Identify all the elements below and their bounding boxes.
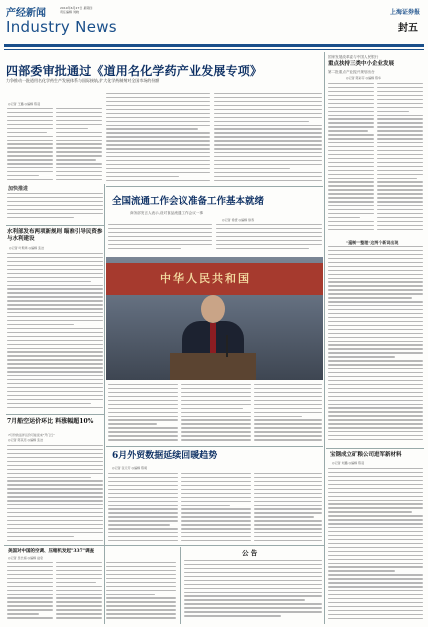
right-story3-headline: 宝钢成立矿粮公司进军新材料 [330, 452, 402, 458]
photo-podium [170, 353, 256, 380]
issue-date: 2019年6月27日 星期四 [60, 6, 93, 10]
bottom-left-body-b [56, 562, 102, 622]
photo-banner-text: 中华人民共和国 [160, 272, 251, 285]
bottom-left-headline: 美国对中国的空调、压缩机发起"337"调查 [8, 549, 95, 554]
center-body-top-b [216, 224, 322, 254]
right-body-b [328, 246, 423, 446]
center-story2-headline: 6月外贸数据延续回暖趋势 [112, 451, 218, 461]
editor-credit: 责任编辑 刘晓 [60, 10, 79, 14]
story2-headline: 水利部发布两项新规则 瞄准引导民资参与水利建设 [7, 229, 103, 242]
lead-body-col1 [7, 108, 53, 184]
notice-title: 公 告 [242, 549, 258, 557]
center-body-top-a [108, 224, 212, 254]
right-top-label: 国家发展改革委与中国人民银行 [328, 55, 379, 59]
masthead [4, 3, 424, 43]
story2-body [7, 253, 103, 413]
center-story2-body-a [108, 473, 178, 545]
lead-byline: ◎记者 王璐 ◎编辑 陈羽 [8, 102, 41, 106]
center-body-c [254, 384, 322, 444]
story2-byline: ◎记者 叶斯琦 ◎编辑 张洁 [9, 246, 45, 250]
center-subheadline: 商务部发言人表示,设对食品流通工作会议一事 [130, 211, 204, 215]
photo-speaker-tie [210, 323, 216, 353]
masthead-rule [4, 44, 424, 47]
center-story2-body-b [181, 473, 251, 545]
left-body-a [7, 193, 103, 223]
news-photo [106, 257, 323, 380]
center-headline: 全国流通工作会议准备工作基本就绪 [112, 196, 265, 207]
right-top-byline: ◎记者 陈彩芬 ◎编辑 陈华 [346, 76, 382, 80]
lead-body-col4 [214, 93, 322, 183]
center-story2-byline: ◎记者 张元芳 ◎编辑 陈胡 [112, 466, 148, 470]
center-byline: ◎记者 徐壹 ◎编辑 徐寿 [222, 218, 255, 222]
right-body-a2 [377, 83, 423, 233]
lead-headline: 四部委审批通过《道用名化学药产业发展专项》 [6, 64, 263, 78]
center-body-b [181, 384, 251, 444]
right-top-sub: 第二批重点产业振兴规划出台 [328, 70, 375, 74]
lead-body-col3 [106, 93, 210, 183]
paper-name: 上海证券报 [389, 9, 420, 16]
notice-body [184, 560, 322, 622]
story3-body [7, 445, 103, 543]
section-brand: 产经新闻 [6, 8, 46, 19]
story3-headline: 7月船空运价环比 料涨幅超10% [7, 418, 94, 425]
center-story2-body-c [254, 473, 322, 545]
lead-body-col2 [56, 108, 102, 184]
lead-subheadline: 力争推动一批道用名化学药生产发展体系与国际接轨,扩大化学药制剂对全国市场的份额 [6, 78, 160, 83]
bottom-left-body-a [7, 562, 53, 622]
masthead-meta [60, 6, 170, 14]
page-edition: 封五 [398, 23, 418, 34]
right-story3-body [328, 468, 423, 623]
right-story3-byline: ◎记者 刘璐 ◎编辑 陈羽 [332, 461, 365, 465]
photo-microphone [226, 335, 228, 357]
story3-byline: ◎记者 陈其珏 ◎编辑 张洁 [8, 438, 44, 442]
right-mid-label: "遏制""整理"这两个新词出现 [346, 240, 399, 245]
english-section-title: Industry News [6, 18, 117, 36]
bottom-left-byline: ◎记者 吴长娟 ◎编辑 赵泉 [8, 556, 44, 560]
right-top-headline: 重点扶持三类中小企业发展 [328, 61, 395, 67]
story3-sub: 7月份的远洋运价可能迎来"开门红" [8, 433, 55, 437]
masthead-thin-rule [4, 49, 424, 50]
bottom-left-body-c [106, 562, 176, 622]
right-body-a1 [328, 83, 374, 233]
center-body-a [108, 384, 178, 444]
left-section-label: 加快推进 [8, 186, 29, 192]
photo-speaker-head [201, 295, 225, 323]
